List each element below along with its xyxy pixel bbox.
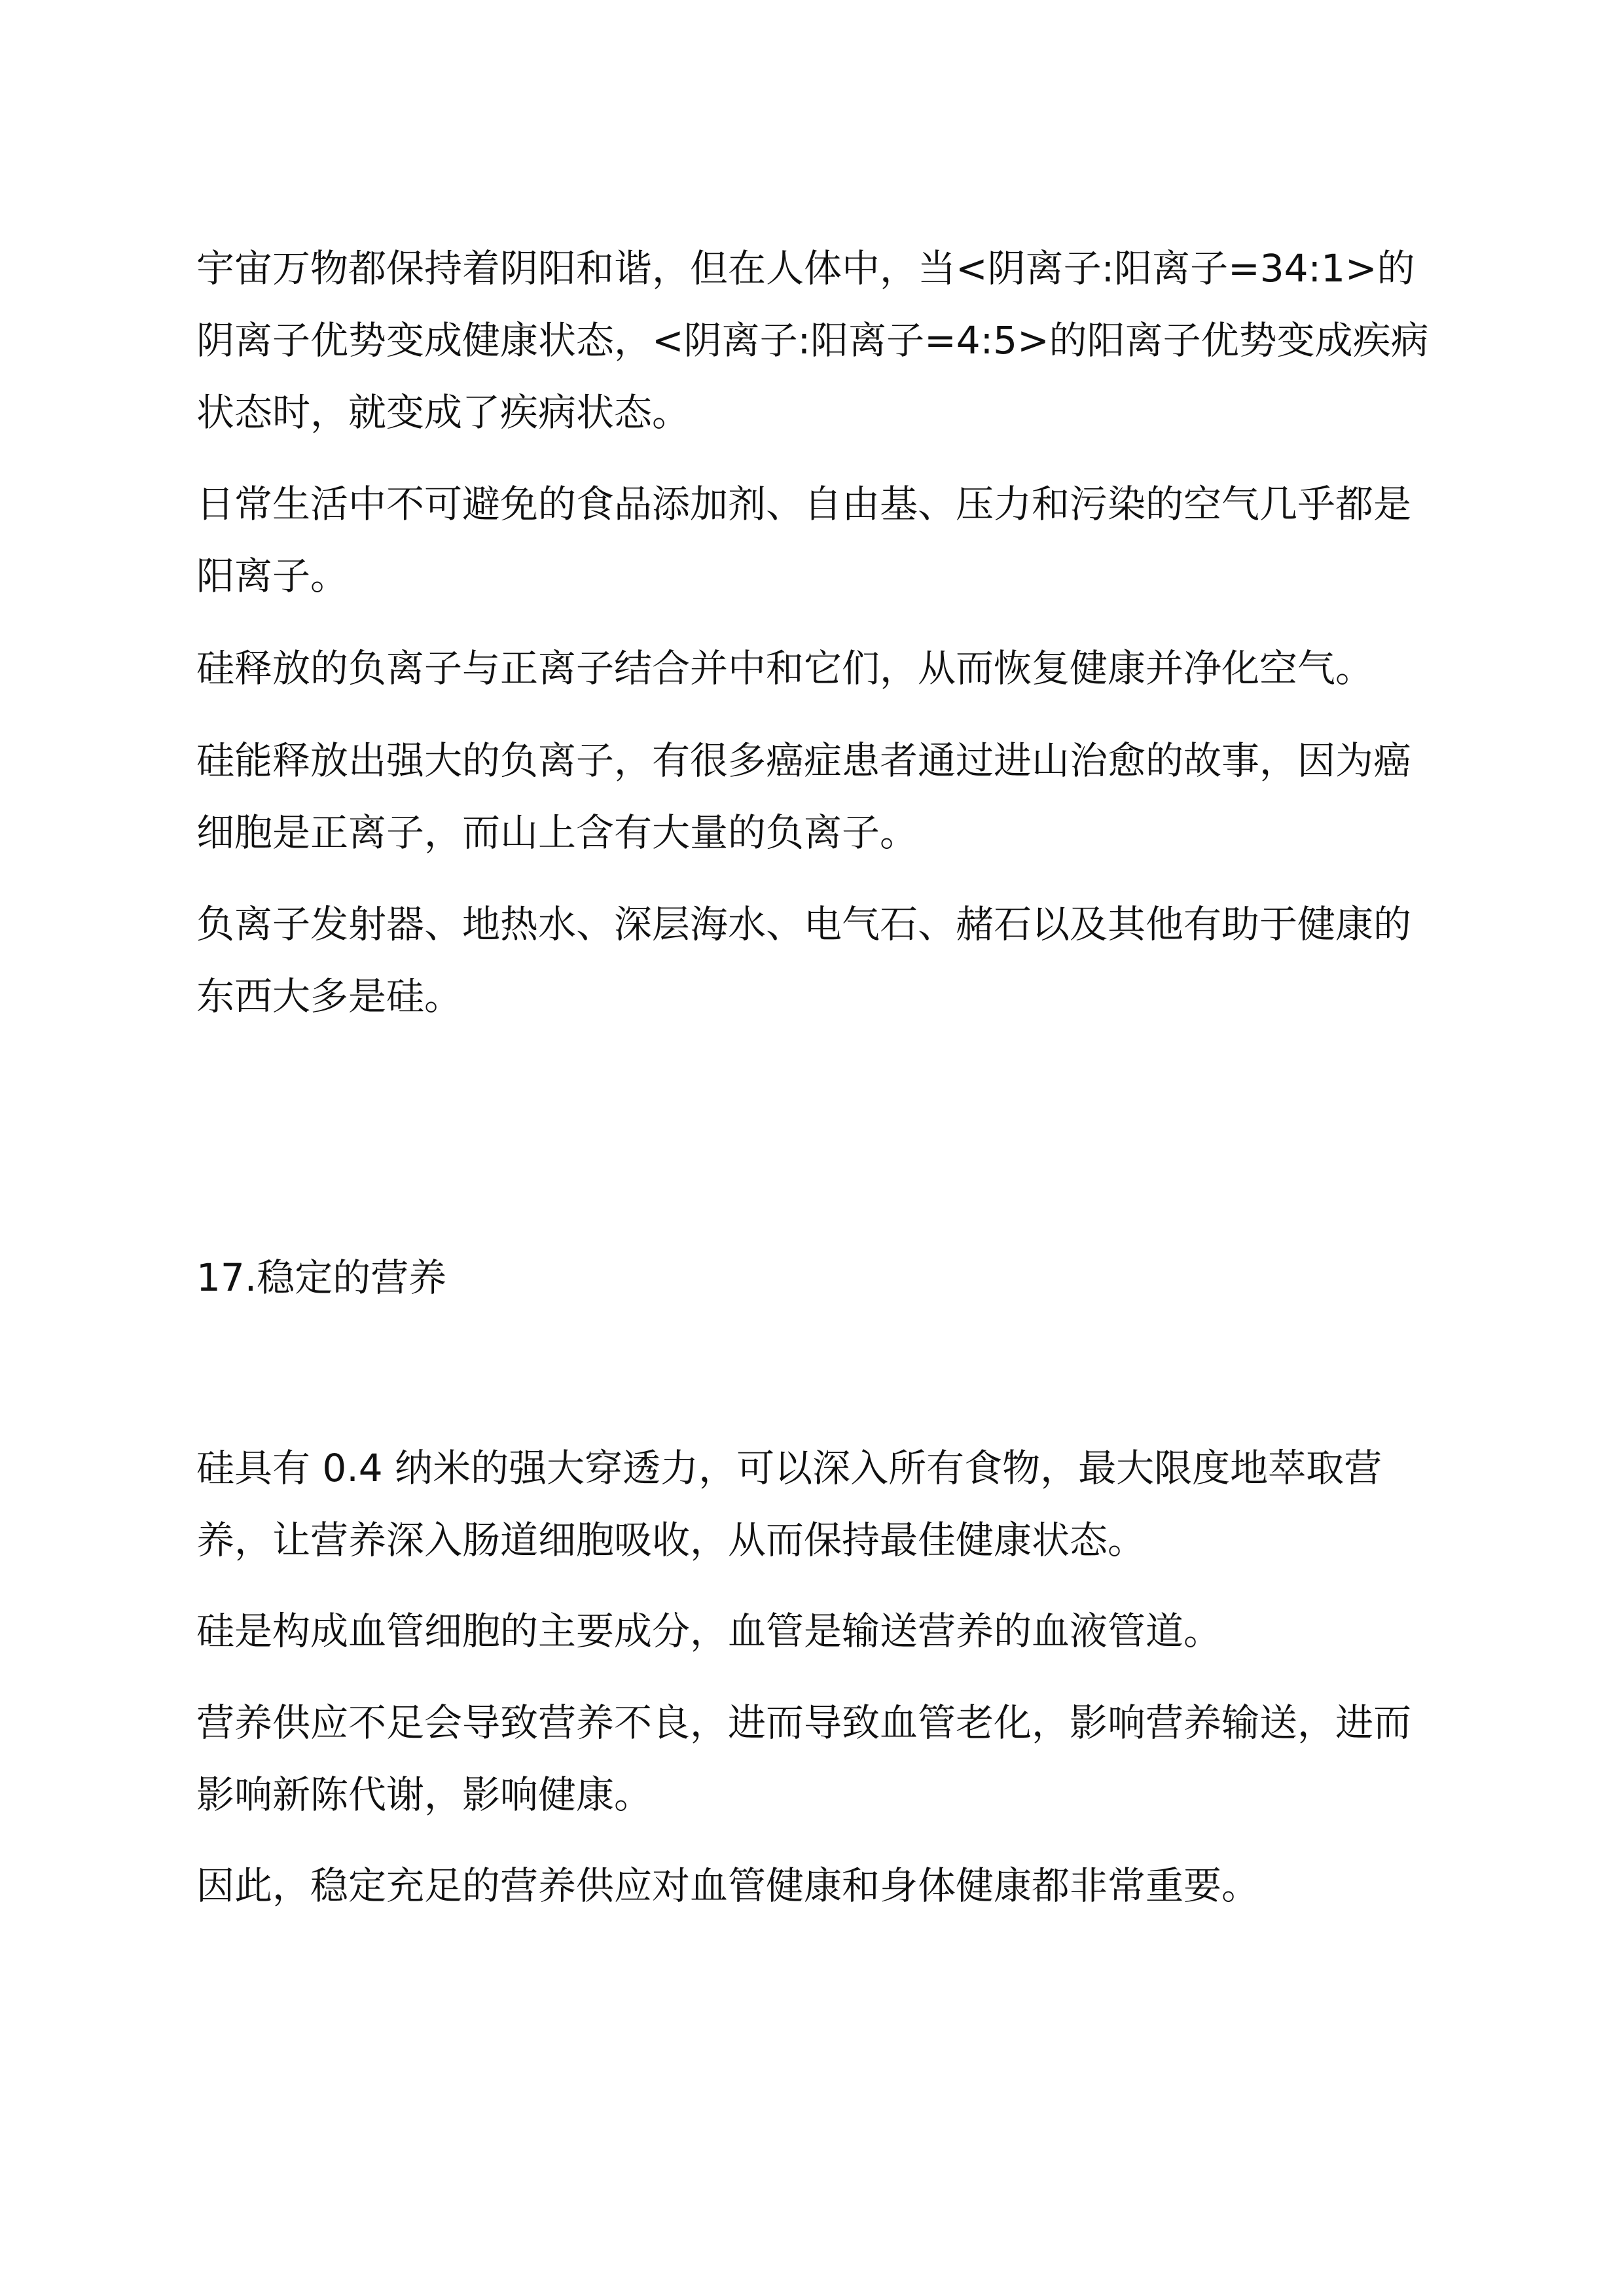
paragraph-blood-vessels: 硅是构成血管细胞的主要成分，血管是输送营养的血液管道。 bbox=[196, 1609, 1222, 1653]
paragraph-ion-balance: 宇宙万物都保持着阴阳和谐，但在人体中，当<阴离子:阳离子=34:1>的阴离子优势变成健康状态，<阴离子:阳离子=4:5>的阳离子优势变成疾病状态时，就变成了疾病状态。 bbox=[196, 246, 1429, 435]
paragraph-conclusion: 因此，稳定充足的营养供应对血管健康和身体健康都非常重要。 bbox=[196, 1863, 1260, 1908]
paragraph-daily-cations: 日常生活中不可避免的食品添加剂、自由基、压力和污染的空气几乎都是阳离子。 bbox=[196, 482, 1412, 598]
paragraph-silicon-neutralize: 硅释放的负离子与正离子结合并中和它们，从而恢复健康并净化空气。 bbox=[196, 646, 1374, 691]
section-heading-stable-nutrition: 17.稳定的营养 bbox=[196, 1255, 447, 1300]
paragraph-nutrition-supply: 营养供应不足会导致营养不良，进而导致血管老化，影响营养输送，进而影响新陈代谢，影响健康。 bbox=[196, 1700, 1412, 1817]
paragraph-health-products: 负离子发射器、地热水、深层海水、电气石、赭石以及其他有助于健康的东西大多是硅。 bbox=[196, 902, 1412, 1018]
paragraph-penetration: 硅具有 0.4 纳米的强大穿透力，可以深入所有食物，最大限度地萃取营养，让营养深入肠道细胞吸收，从而保持最佳健康状态。 bbox=[196, 1446, 1382, 1562]
paragraph-silicon-negative-ions: 硅能释放出强大的负离子，有很多癌症患者通过进山治愈的故事，因为癌细胞是正离子，而山上含有大量的负离子。 bbox=[196, 738, 1412, 855]
